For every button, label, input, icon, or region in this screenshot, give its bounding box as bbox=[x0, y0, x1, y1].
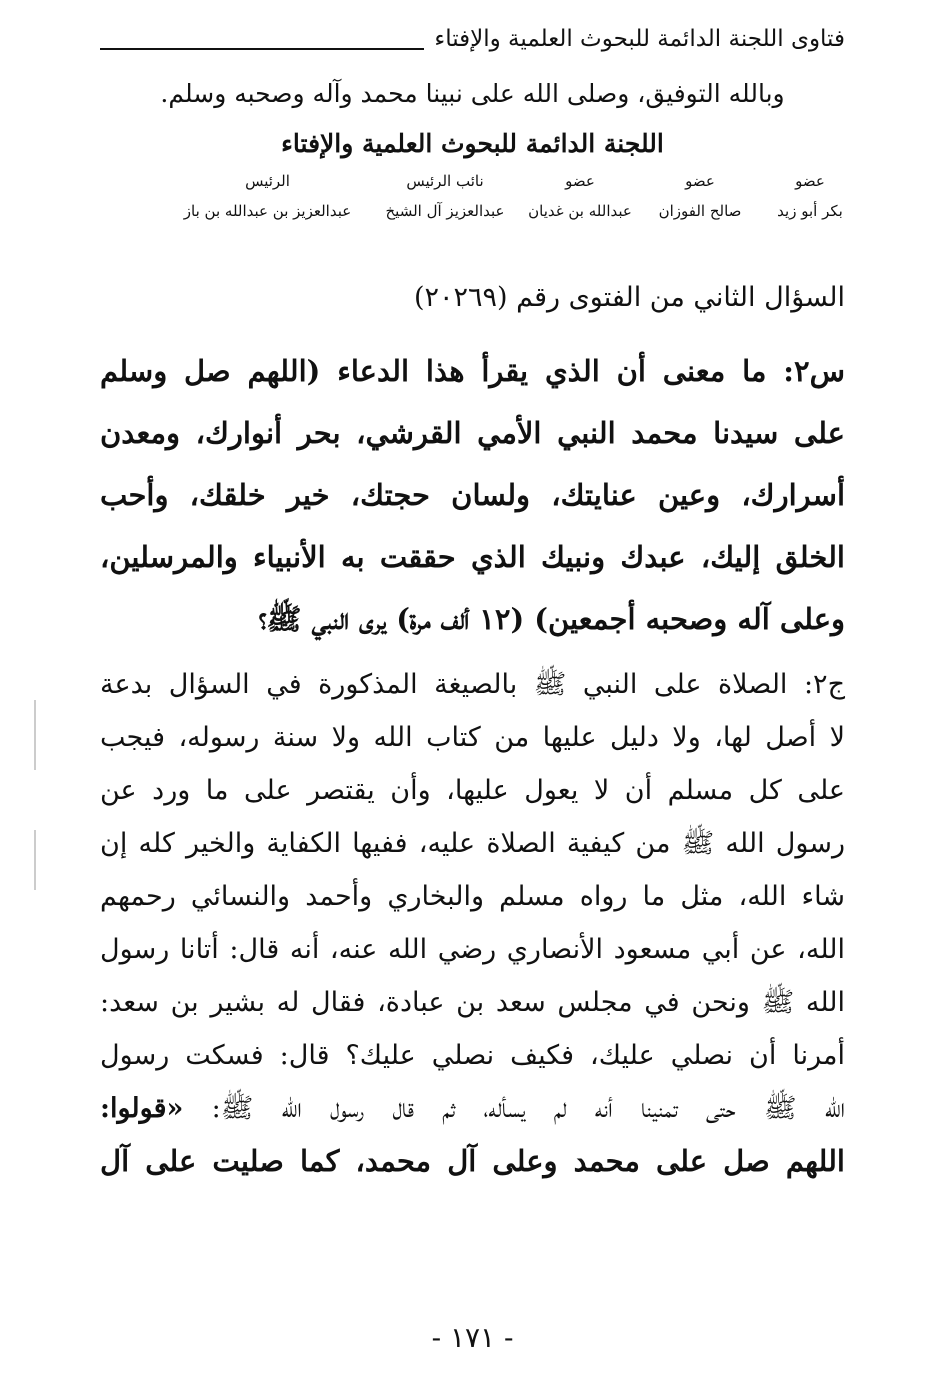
answer-line: الله ﷺ ونحن في مجلس سعد بن عبادة، فقال له بشير بن سعد: bbox=[100, 987, 845, 1018]
signatory-name: بكر أبو زيد bbox=[777, 202, 843, 220]
answer-line: رسول الله ﷺ من كيفية الصلاة عليه، ففيها الكفاية والخير كله إن bbox=[100, 828, 845, 859]
signatory-name: عبدالعزيز آل الشيخ bbox=[385, 202, 505, 220]
answer-line: على كل مسلم أن لا يعول عليها، وأن يقتصر على ما ورد عن bbox=[100, 775, 845, 806]
question-text bbox=[100, 340, 845, 650]
committee-name: اللجنة الدائمة للبحوث العلمية والإفتاء bbox=[281, 129, 664, 158]
signatory-4 bbox=[375, 170, 515, 222]
signatory-role: عضو bbox=[565, 172, 595, 190]
signatory-1 bbox=[775, 170, 845, 222]
header-rule bbox=[100, 48, 424, 50]
answer-line: الله، عن أبي مسعود الأنصاري رضي الله عنه، أنه قال: أتانا رسول bbox=[100, 934, 845, 965]
binding-mark bbox=[34, 830, 36, 890]
question-line: الخلق إليك، عبدك ونبيك الذي حققت به الأنبياء والمرسلين، bbox=[100, 540, 845, 574]
answer-line: أمرنا أن نصلي عليك، فكيف نصلي عليك؟ قال: فسكت رسول bbox=[100, 1040, 845, 1071]
question-line: س٢: ما معنى أن الذي يقرأ هذا الدعاء (اللهم صل وسلم bbox=[100, 354, 845, 388]
signatory-role: الرئيس bbox=[245, 172, 290, 190]
signatory-5 bbox=[165, 170, 370, 222]
answer-line: شاء الله، مثل ما رواه مسلم والبخاري وأحمد والنسائي رحمهم bbox=[100, 881, 845, 912]
running-header bbox=[100, 18, 845, 54]
question-line: أسرارك، وعين عنايتك، ولسان حجتك، خير خلقك، وأحب bbox=[100, 478, 845, 512]
signatory-role: نائب الرئيس bbox=[406, 172, 484, 190]
binding-mark bbox=[34, 700, 36, 770]
closing-line: وبالله التوفيق، وصلى الله على نبينا محمد وآله وصحبه وسلم. bbox=[160, 79, 785, 108]
answer-text bbox=[100, 658, 845, 1188]
running-header-title: فتاوى اللجنة الدائمة للبحوث العلمية والإفتاء bbox=[434, 26, 845, 52]
signatory-name: عبدالعزيز بن عبدالله بن باز bbox=[183, 202, 352, 220]
signatory-name: عبدالله بن غديان bbox=[528, 202, 632, 220]
signatory-2 bbox=[645, 170, 755, 222]
quote-start: «قولوا: bbox=[100, 1093, 184, 1124]
signatory-3 bbox=[520, 170, 640, 222]
signatory-role: عضو bbox=[795, 172, 825, 190]
answer-line-with-quote bbox=[100, 1082, 845, 1135]
answer-line: الله ﷺ حتى تمنينا أنه لم يسأله، ثم قال رسول الله ﷺ: bbox=[211, 1093, 845, 1124]
fatwa-question-heading: السؤال الثاني من الفتوى رقم (٢٠٢٦٩) bbox=[413, 282, 845, 313]
answer-line: ج٢: الصلاة على النبي ﷺ بالصيغة المذكورة في السؤال بدعة bbox=[100, 669, 845, 700]
signatory-name: صالح الفوزان bbox=[658, 202, 742, 220]
answer-line: لا أصل لها، ولا دليل عليها من كتاب الله ولا سنة رسوله، فيجب bbox=[100, 722, 845, 753]
question-line: على سيدنا محمد النبي الأمي القرشي، بحر أنوارك، ومعدن bbox=[100, 416, 845, 450]
question-line: وعلى آله وصحبه أجمعين) (١٢ ألف مرة) يرى النبي ﷺ؟ bbox=[258, 602, 845, 636]
signatory-role: عضو bbox=[685, 172, 715, 190]
answer-line-bold: اللهم صل على محمد وعلى آل محمد، كما صليت على آل bbox=[100, 1144, 845, 1178]
page-number: - ١٧١ - bbox=[431, 1321, 514, 1354]
